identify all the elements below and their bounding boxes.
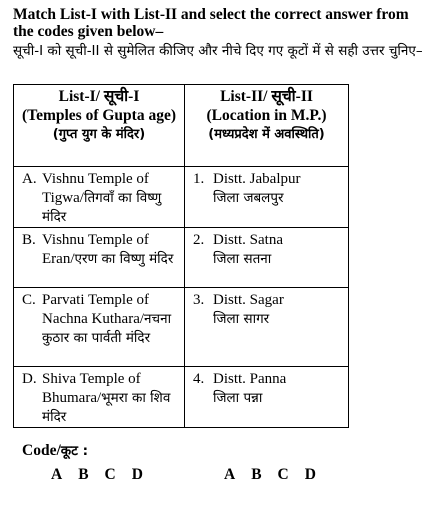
table-row xyxy=(14,367,349,428)
list2-item-1 xyxy=(185,167,349,228)
list1-item-text: Vishnu Temple of Eran/ xyxy=(42,232,149,267)
table-header-row xyxy=(14,85,349,167)
list2-item-label: 4. xyxy=(193,371,205,387)
code-columns-group-1 xyxy=(51,466,143,484)
list1-subtitle: (Temples of Gupta age) xyxy=(22,107,176,124)
table-row xyxy=(14,228,349,288)
list1-item-text: Parvati Temple of Nachna Kuthara/ xyxy=(42,292,149,327)
list2-item-text-hindi: जिला पन्ना xyxy=(213,390,263,406)
code-columns-group-2 xyxy=(224,466,316,484)
code-column-c: C xyxy=(277,466,289,483)
list1-item-text-hindi: नचना कुठार का पार्वती मंदिर xyxy=(42,311,172,346)
code-column-b: B xyxy=(251,466,262,483)
code-column-a: A xyxy=(224,466,236,483)
list1-header xyxy=(14,85,185,167)
list2-item-label: 2. xyxy=(193,232,205,248)
list1-item-text: Vishnu Temple of Tigwa/ xyxy=(42,171,149,206)
list1-item-label: C. xyxy=(22,292,36,308)
list2-item-text-hindi: जिला जबलपुर xyxy=(213,190,284,206)
list1-item-label: D. xyxy=(22,371,37,387)
list2-item-label: 1. xyxy=(193,171,205,187)
match-table xyxy=(13,84,349,428)
list1-item-a xyxy=(14,167,185,228)
list2-item-text-hindi: जिला सतना xyxy=(213,251,272,267)
table-row xyxy=(14,288,349,367)
list1-subtitle-hindi: (गुप्त युग के मंदिर) xyxy=(52,127,146,142)
question-text-english: Match List-I with List-II and select the correct answer from the codes given below– xyxy=(13,6,409,40)
code-column-c: C xyxy=(104,466,116,483)
list2-item-text: Distt. Sagar xyxy=(213,292,284,308)
list2-item-text: Distt. Satna xyxy=(213,232,283,248)
list1-title: List-I/ सूची-I xyxy=(58,88,140,105)
list1-item-text-hindi: तिगवाँ का विष्णु मंदिर xyxy=(42,190,162,225)
list1-item-c xyxy=(14,288,185,367)
list2-subtitle-hindi: (मध्यप्रदेश में अवस्थिति) xyxy=(208,127,325,142)
code-label-hindi: कूट : xyxy=(60,443,89,459)
list2-subtitle: (Location in M.P.) xyxy=(206,107,327,124)
code-column-b: B xyxy=(78,466,89,483)
list2-item-text: Distt. Jabalpur xyxy=(213,171,301,187)
list1-item-d xyxy=(14,367,185,428)
list2-header xyxy=(185,85,349,167)
list2-item-3 xyxy=(185,288,349,367)
list2-title: List-II/ सूची-II xyxy=(220,88,313,105)
list1-item-label: A. xyxy=(22,171,37,187)
table-row xyxy=(14,167,349,228)
list1-item-text-hindi: भूमरा का शिव मंदिर xyxy=(42,390,171,425)
code-label: Code/कूट : xyxy=(22,442,89,459)
code-column-a: A xyxy=(51,466,63,483)
list2-item-2 xyxy=(185,228,349,288)
list2-item-text: Distt. Panna xyxy=(213,371,287,387)
list2-item-4 xyxy=(185,367,349,428)
list1-item-label: B. xyxy=(22,232,36,248)
code-column-d: D xyxy=(304,466,316,483)
list1-item-text: Shiva Temple of Bhumara/ xyxy=(42,371,141,406)
list1-item-text-hindi: एरण का विष्णु मंदिर xyxy=(74,251,174,267)
code-column-d: D xyxy=(131,466,143,483)
list1-item-b xyxy=(14,228,185,288)
question-text-hindi: सूची-I को सूची-II से सुमेलित कीजिए और नीचे दिए गए कूटों में से सही उत्तर चुनिए– xyxy=(13,43,423,59)
list2-item-label: 3. xyxy=(193,292,205,308)
list2-item-text-hindi: जिला सागर xyxy=(213,311,270,327)
